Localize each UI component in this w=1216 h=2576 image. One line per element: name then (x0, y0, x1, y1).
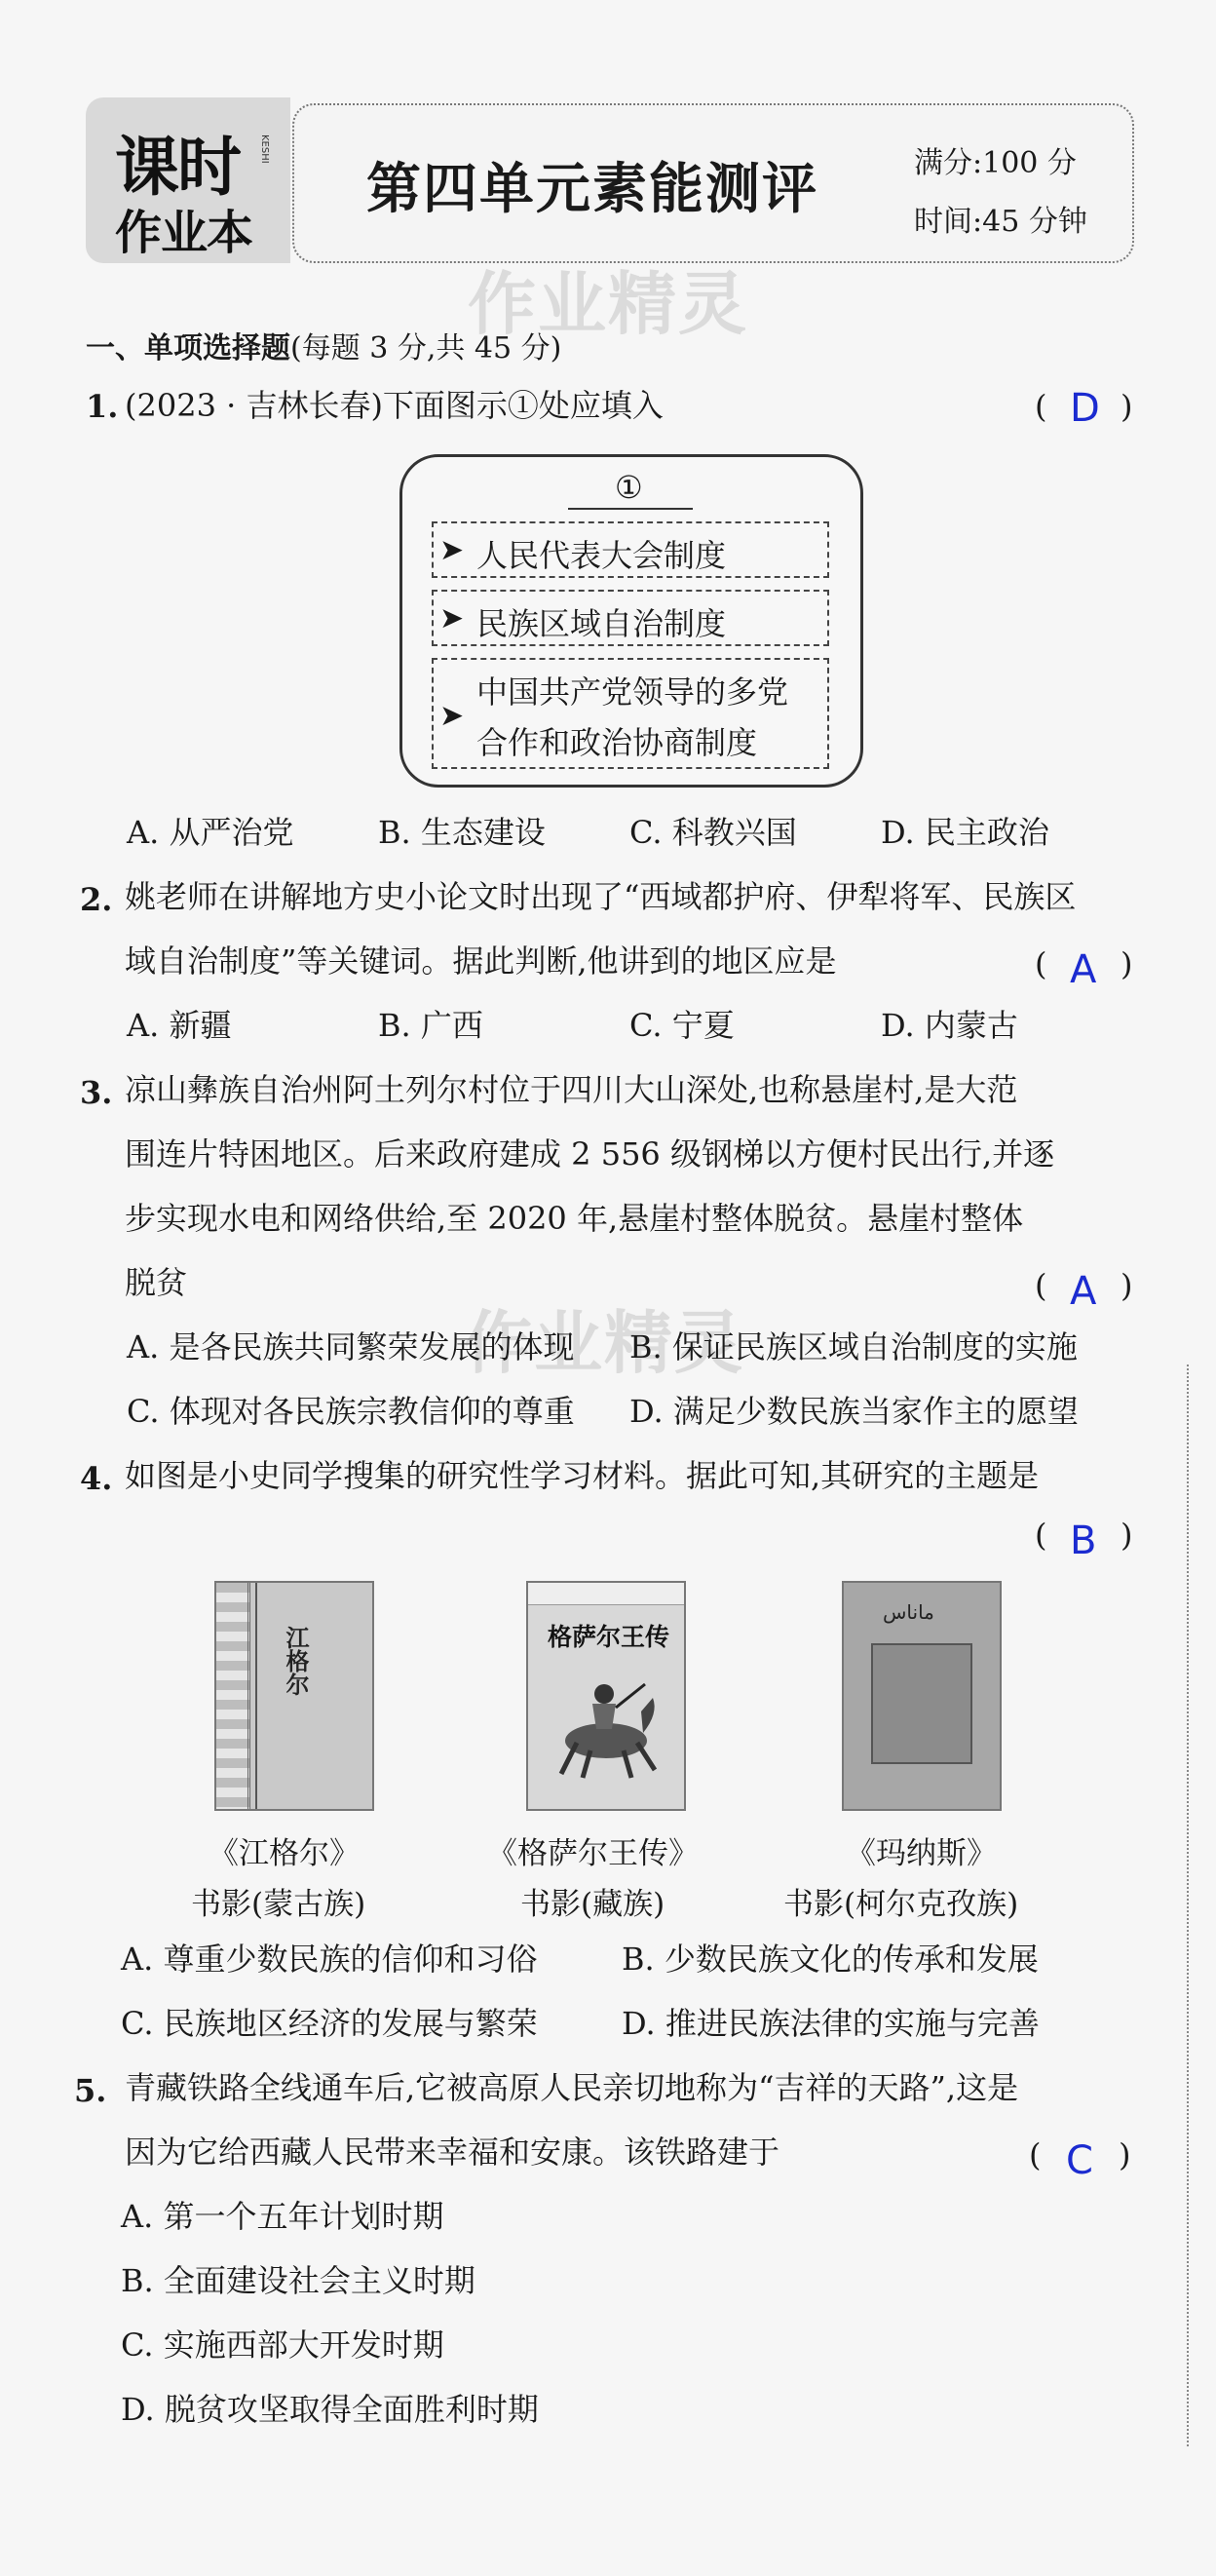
arrow-icon: ➤ (439, 533, 465, 567)
paren-close: ) (1121, 1517, 1133, 1554)
book-caption: 书影(藏族) (520, 1887, 665, 1922)
paren-open: ( (1035, 1267, 1047, 1304)
diagram-divider (568, 508, 693, 510)
option: D. 脱贫攻坚取得全面胜利时期 (121, 2391, 539, 2428)
page-title: 第四单元素能测评 (366, 157, 818, 221)
book-caption: 书影(柯尔克孜族) (783, 1887, 1019, 1922)
paren-close: ) (1121, 1267, 1133, 1304)
arrow-icon: ➤ (439, 699, 465, 733)
book-spine (216, 1583, 250, 1809)
diagram-item (432, 658, 829, 769)
diagram-item-text: 中国共产党领导的多党 (476, 673, 789, 711)
book-cover-manas (842, 1581, 1002, 1811)
paren-open: ( (1035, 1517, 1047, 1554)
answer-mark: A (1070, 947, 1097, 992)
book-cover-title: 格萨尔王传 (548, 1623, 670, 1651)
diagram-item (432, 521, 829, 578)
arrow-icon: ➤ (439, 601, 465, 635)
option: A. 新疆 (127, 1007, 232, 1044)
option: A. 第一个五年计划时期 (121, 2198, 444, 2235)
book-caption: 书影(蒙古族) (191, 1887, 366, 1922)
option: D. 满足少数民族当家作主的愿望 (629, 1393, 1079, 1430)
option: C. 科教兴国 (629, 814, 797, 851)
question-text: 青藏铁路全线通车后,它被高原人民亲切地称为“吉祥的天路”,这是 (125, 2069, 1019, 2106)
paren-close: ) (1119, 2136, 1131, 2173)
diagram (399, 454, 863, 788)
option: A. 尊重少数民族的信仰和习俗 (121, 1941, 538, 1978)
question-number: 1. (86, 388, 119, 425)
option: C. 实施西部大开发时期 (121, 2326, 444, 2364)
question-text: 域自治制度”等关键词。据此判断,他讲到的地区应是 (125, 942, 837, 980)
book-caption: 《格萨尔王传》 (487, 1836, 699, 1871)
question-text: 如图是小史同学搜集的研究性学习材料。据此可知,其研究的主题是 (125, 1457, 1040, 1494)
diagram-item-text: 民族区域自治制度 (476, 605, 727, 642)
paren-close: ) (1121, 945, 1133, 982)
book-cover-title: ماناس (883, 1600, 934, 1624)
option: C. 体现对各民族宗教信仰的尊重 (127, 1393, 575, 1430)
option: A. 是各民族共同繁荣发展的体现 (127, 1328, 575, 1365)
option: B. 保证民族区域自治制度的实施 (629, 1328, 1078, 1365)
logo-line1: 课时 (115, 130, 240, 205)
option: A. 从严治党 (127, 814, 294, 851)
option: B. 全面建设社会主义时期 (121, 2262, 475, 2299)
paren-close: ) (1121, 388, 1133, 425)
diagram-item-text: 合作和政治协商制度 (476, 724, 758, 761)
paren-open: ( (1035, 945, 1047, 982)
horse-rider-icon (548, 1665, 665, 1782)
question-text: 凉山彝族自治州阿土列尔村位于四川大山深处,也称悬崖村,是大范 (125, 1071, 1018, 1108)
question-text: 因为它给西藏人民带来幸福和安康。该铁路建于 (125, 2134, 780, 2171)
book-caption: 《玛纳斯》 (846, 1836, 997, 1871)
option: C. 宁夏 (629, 1007, 735, 1044)
book-cover-gesar (526, 1581, 686, 1811)
logo-small: KESHI (259, 135, 270, 164)
paren-open: ( (1029, 2136, 1042, 2173)
question-number: 2. (80, 881, 113, 918)
book-caption: 《江格尔》 (209, 1836, 360, 1871)
option: B. 少数民族文化的传承和发展 (622, 1941, 1039, 1978)
question-text: (2023 · 吉林长春)下面图示①处应填入 (125, 387, 664, 424)
question-text: 围连片特困地区。后来政府建成 2 556 级钢梯以方便村民出行,并逐 (125, 1135, 1055, 1173)
option: D. 推进民族法律的实施与完善 (622, 2005, 1040, 2042)
section-heading (86, 324, 561, 366)
answer-mark: D (1070, 386, 1100, 431)
option: D. 内蒙古 (881, 1007, 1018, 1044)
full-score: 满分:100 分 (914, 146, 1077, 180)
answer-mark: B (1070, 1519, 1097, 1563)
section-note: (每题 3 分,共 45 分) (290, 331, 562, 365)
option: B. 生态建设 (378, 814, 546, 851)
book-top-band (528, 1583, 684, 1605)
section-title: 一、单项选择题 (86, 331, 290, 365)
question-text: 步实现水电和网络供给,至 2020 年,悬崖村整体脱贫。悬崖村整体 (125, 1200, 1024, 1237)
logo-line2: 作业本 (115, 206, 253, 260)
book-cover-title: 江格尔 (282, 1626, 310, 1696)
title-box (292, 103, 1134, 263)
book-binding (255, 1583, 257, 1809)
watermark: 作业精灵 (464, 1303, 744, 1383)
diagram-header: ① (615, 469, 643, 506)
question-number: 5. (74, 2072, 107, 2109)
question-number: 3. (80, 1074, 113, 1111)
book-cover-jangar (214, 1581, 374, 1811)
book-cover-panel (871, 1643, 972, 1764)
option: D. 民主政治 (881, 814, 1049, 851)
option: B. 广西 (378, 1007, 483, 1044)
logo (86, 97, 290, 263)
option: C. 民族地区经济的发展与繁荣 (121, 2005, 538, 2042)
answer-mark: C (1066, 2138, 1093, 2183)
diagram-item (432, 590, 829, 646)
question-text: 姚老师在讲解地方史小论文时出现了“西域都护府、伊犁将军、民族区 (125, 878, 1077, 915)
question-text: 脱贫 (125, 1264, 188, 1301)
question-number: 4. (80, 1460, 113, 1497)
diagram-item-text: 人民代表大会制度 (476, 537, 727, 574)
paren-open: ( (1035, 388, 1047, 425)
page-edge-rule (1187, 1365, 1189, 2446)
answer-mark: A (1070, 1269, 1097, 1314)
watermark: 作业精灵 (468, 264, 748, 344)
time-limit: 时间:45 分钟 (914, 205, 1087, 239)
